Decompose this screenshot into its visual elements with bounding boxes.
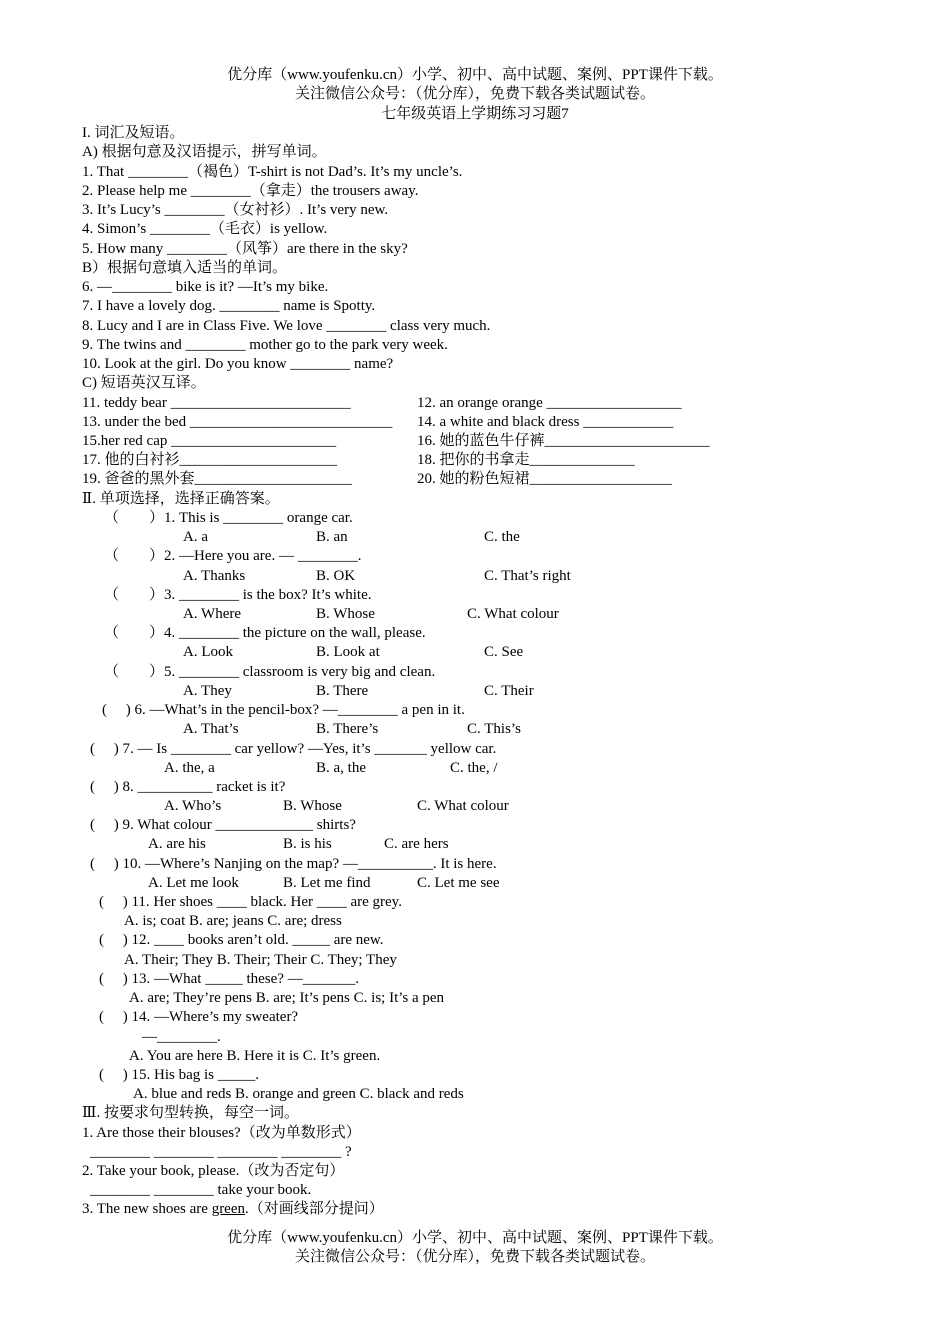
question-line: 2. Please help me ________（拿走）the trousers away. xyxy=(82,183,419,199)
answer-blanks: ________ ________ take your book. xyxy=(90,1182,312,1198)
question-line: 8. Lucy and I are in Class Five. We love ________ class very much. xyxy=(82,318,491,334)
section-2-heading: Ⅱ. 单项选择，选择正确答案。 xyxy=(82,491,280,507)
option-b: B. Whose xyxy=(316,606,375,622)
option-c: C. This’s xyxy=(467,721,521,737)
mc-question-stem: ( ) 15. His bag is _____. xyxy=(99,1067,259,1083)
mc-question-stem: ( ) 10. —Where’s Nanjing on the map? —__________. It is here. xyxy=(90,856,497,872)
header-line-2: 关注微信公众号：（优分库），免费下载各类试题试卷。 xyxy=(294,86,655,102)
option-b: B. is his xyxy=(283,836,332,852)
option-a: A. Let me look xyxy=(148,875,239,891)
question-line: 3. It’s Lucy’s ________（女衬衫）. It’s very new. xyxy=(82,202,389,218)
option-a: A. That’s xyxy=(183,721,239,737)
option-c: C. That’s right xyxy=(484,568,571,584)
translation-item: 12. an orange orange __________________ xyxy=(417,395,682,411)
question-line: 1. That ________（褐色）T-shirt is not Dad’s. It’s my uncle’s. xyxy=(82,164,463,180)
section-1-heading: I. 词汇及短语。 xyxy=(82,125,185,141)
section-3-heading: Ⅲ. 按要求句型转换，每空一词。 xyxy=(82,1105,299,1121)
header-line-1: 优分库（www.youfenku.cn）小学、初中、高中试题、案例、PPT课件下载。 xyxy=(227,67,723,83)
mc-question-stem: ( ) 13. —What _____ these? —_______. xyxy=(99,971,359,987)
option-b: B. OK xyxy=(316,568,356,584)
option-c: C. the xyxy=(484,529,520,545)
transform-question: 1. Are those their blouses?（改为单数形式） xyxy=(82,1125,361,1141)
mc-question-stem: ( ) 6. —What’s in the pencil-box? —________ a pen in it. xyxy=(102,702,465,718)
mc-question-stem: ( ) 8. __________ racket is it? xyxy=(90,779,286,795)
mc-question-stem: ( ) 7. — Is ________ car yellow? —Yes, it’s _______ yellow car. xyxy=(90,741,497,757)
option-a: A. They xyxy=(183,683,232,699)
options-line: A. is; coat B. are; jeans C. are; dress xyxy=(124,913,342,929)
translation-item: 18. 把你的书拿走______________ xyxy=(417,452,635,468)
option-c: C. See xyxy=(484,644,524,660)
mc-question-stem: （ ）4. ________ the picture on the wall, please. xyxy=(104,625,426,641)
translation-item: 13. under the bed ___________________________ xyxy=(82,414,393,430)
option-c: C. the, / xyxy=(450,760,498,776)
part-c-heading: C) 短语英汉互译。 xyxy=(82,375,206,391)
part-a-heading: A) 根据句意及汉语提示，拼写单词。 xyxy=(82,144,327,160)
translation-item: 20. 她的粉色短裙___________________ xyxy=(417,471,673,487)
translation-item: 19. 爸爸的黑外套_____________________ xyxy=(82,471,353,487)
option-c: C. Their xyxy=(484,683,534,699)
option-b: B. Whose xyxy=(283,798,342,814)
option-a: A. Who’s xyxy=(164,798,222,814)
options-line: A. You are here B. Here it is C. It’s green. xyxy=(129,1048,381,1064)
mc-question-stem: ( ) 9. What colour _____________ shirts? xyxy=(90,817,356,833)
part-b-heading: B）根据句意填入适当的单词。 xyxy=(82,260,288,276)
option-b: B. a, the xyxy=(316,760,366,776)
mc-question-stem: （ ）5. ________ classroom is very big and clean. xyxy=(104,664,436,680)
footer-line-1: 优分库（www.youfenku.cn）小学、初中、高中试题、案例、PPT课件下载。 xyxy=(227,1230,723,1246)
option-a: A. are his xyxy=(148,836,206,852)
option-a: A. the, a xyxy=(164,760,215,776)
question-instruction: .（对画线部分提问） xyxy=(245,1201,384,1217)
page-title: 七年级英语上学期练习习题7 xyxy=(381,106,569,122)
question-line: 6. —________ bike is it? —It’s my bike. xyxy=(82,279,329,295)
question-line: 4. Simon’s ________（毛衣）is yellow. xyxy=(82,221,328,237)
option-c: C. Let me see xyxy=(417,875,500,891)
option-a: A. Thanks xyxy=(183,568,246,584)
mc-question-stem: ( ) 11. Her shoes ____ black. Her ____ are grey. xyxy=(99,894,402,910)
option-b: B. There’s xyxy=(316,721,379,737)
option-b: B. Look at xyxy=(316,644,380,660)
answer-blanks: ________ ________ ________ ________ ? xyxy=(90,1144,352,1160)
options-line: A. blue and reds B. orange and green C. black and reds xyxy=(133,1086,464,1102)
transform-question xyxy=(82,1200,384,1219)
mc-question-stem: （ ）3. ________ is the box? It’s white. xyxy=(104,587,372,603)
translation-item: 17. 他的白衬衫_____________________ xyxy=(82,452,338,468)
option-c: C. are hers xyxy=(384,836,449,852)
translation-item: 11. teddy bear ________________________ xyxy=(82,395,351,411)
mc-question-stem: （ ）1. This is ________ orange car. xyxy=(104,510,353,526)
options-line: A. are; They’re pens B. are; It’s pens C. is; It’s a pen xyxy=(129,990,445,1006)
option-a: A. Where xyxy=(183,606,242,622)
question-text: 3. The new shoes are xyxy=(82,1201,212,1217)
option-b: B. Let me find xyxy=(283,875,371,891)
mc-question-stem: （ ）2. —Here you are. — ________. xyxy=(104,548,362,564)
option-a: A. a xyxy=(183,529,208,545)
translation-item: 14. a white and black dress ____________ xyxy=(417,414,674,430)
translation-item: 16. 她的蓝色牛仔裤______________________ xyxy=(417,433,710,449)
footer-line-2: 关注微信公众号：（优分库），免费下载各类试题试卷。 xyxy=(294,1249,655,1265)
option-b: B. an xyxy=(316,529,348,545)
mc-question-stem: ( ) 12. ____ books aren’t old. _____ are new. xyxy=(99,932,384,948)
translation-item: 15.her red cap ______________________ xyxy=(82,433,337,449)
underlined-word: green xyxy=(211,1201,245,1217)
option-b: B. There xyxy=(316,683,369,699)
answer-blank-line: —________. xyxy=(142,1029,221,1045)
transform-question: 2. Take your book, please.（改为否定句） xyxy=(82,1163,345,1179)
options-line: A. Their; They B. Their; Their C. They; They xyxy=(124,952,397,968)
mc-question-stem: ( ) 14. —Where’s my sweater? xyxy=(99,1009,299,1025)
option-c: C. What colour xyxy=(467,606,559,622)
question-line: 7. I have a lovely dog. ________ name is Spotty. xyxy=(82,298,376,314)
option-a: A. Look xyxy=(183,644,233,660)
question-line: 9. The twins and ________ mother go to the park very week. xyxy=(82,337,448,353)
option-c: C. What colour xyxy=(417,798,509,814)
question-line: 10. Look at the girl. Do you know ________ name? xyxy=(82,356,394,372)
question-line: 5. How many ________（风筝）are there in the sky? xyxy=(82,241,408,257)
